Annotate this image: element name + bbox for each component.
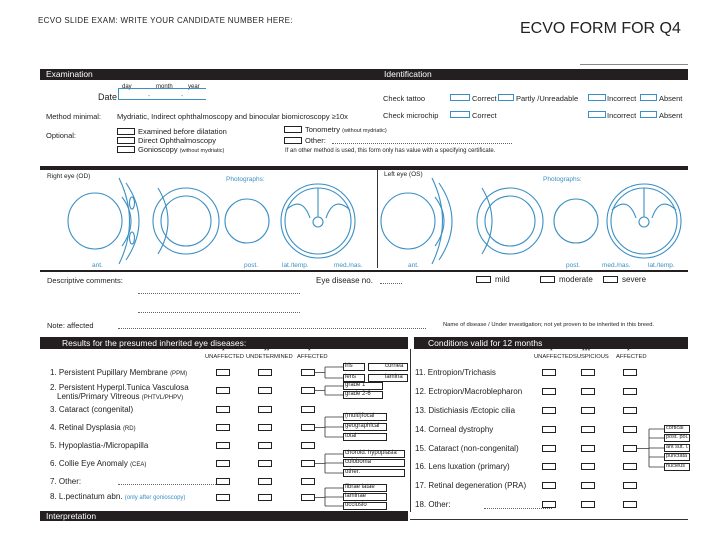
date-separator-2: - <box>181 93 184 100</box>
gonio-checkbox[interactable] <box>117 146 135 153</box>
pra-unaffected[interactable] <box>542 482 556 489</box>
tattoo-incorrect-label: Incorrect <box>607 94 637 103</box>
microchip-incorrect-label: Incorrect <box>607 111 637 120</box>
cataract-nc-suspicious[interactable] <box>581 445 595 452</box>
right-lat-label: lat./temp. <box>282 262 309 269</box>
lp-occlusio-label: occlusio <box>345 502 367 508</box>
conditions-row-14: 14. Corneal dystrophy <box>415 425 494 434</box>
left-eye-label: Left eye (OS) <box>384 171 423 178</box>
luxation-unaffected[interactable] <box>542 463 556 470</box>
left-photographs-label: Photographs: <box>543 176 582 183</box>
inherited-col-undetermined: UNDETERMINED <box>246 354 293 360</box>
conditions-row-11: 11. Entropion/Trichasis <box>415 368 496 377</box>
conditions-star-2: *** <box>582 348 591 355</box>
page-header-left: ECVO SLIDE EXAM: WRITE YOUR CANDIDATE NUMBER HERE: <box>38 16 293 25</box>
cea-coloboma-label: coloboma <box>345 459 372 465</box>
phtvl-unaffected[interactable] <box>216 387 230 394</box>
left-fundus-vessel-1 <box>612 204 636 218</box>
conditions-row-18: 18. Other: <box>415 500 451 509</box>
signature-line <box>580 64 688 65</box>
tattoo-absent-label: Absent <box>659 94 683 103</box>
hypoplastia-undetermined[interactable] <box>258 442 272 449</box>
cataract-antsut-label: ant sut. l. <box>666 444 689 450</box>
cataract-postpol-label: post. pol. <box>666 434 689 440</box>
inherited-row-8: 8. L.pectinatum abn. (only after gonioscopy) <box>50 492 186 501</box>
inherited-star-1: * <box>222 348 225 355</box>
phtvl-grade26-label: grade 2-6 <box>345 391 371 397</box>
tonometry-label: Tonometry (without mydriatic) <box>305 125 387 134</box>
rd-multifocal-label: (multi)focal <box>345 413 375 419</box>
interpretation-bar: Interpretation <box>40 511 408 521</box>
right-eye-post-circle <box>225 199 269 243</box>
right-eye-label: Right eye (OD) <box>47 173 91 180</box>
conditions-star-3: * <box>627 348 630 355</box>
cea-choroid-label: choroid. hypoplasia <box>345 450 397 456</box>
date-month-label: month <box>156 84 173 90</box>
other-affected[interactable] <box>301 478 315 485</box>
lp-affected[interactable] <box>301 494 315 501</box>
ppm-iris-label: iris <box>345 363 353 369</box>
eye-diagrams <box>40 170 688 268</box>
right-ant-label: ant. <box>92 262 103 269</box>
tattoo-absent-box[interactable] <box>640 94 657 101</box>
lp-unaffected[interactable] <box>216 494 230 501</box>
eye-section-bottom-line <box>40 270 688 272</box>
right-eye-lens-curve <box>158 188 168 254</box>
corneal-affected[interactable] <box>623 426 637 433</box>
tattoo-partly-box[interactable] <box>498 94 514 101</box>
comments-line-1[interactable] <box>138 293 300 294</box>
inherited-other-line[interactable] <box>118 484 222 485</box>
inherited-star-3: * <box>308 348 311 355</box>
method-value: Mydriatic, Indirect ophthalmoscopy and binocular biomicroscopy ≥10x <box>117 112 348 121</box>
conditions-star-1: * <box>550 348 553 355</box>
inherited-row-7: 7. Other: <box>50 477 82 486</box>
right-fundus-vessel-2 <box>326 204 350 218</box>
inherited-row-4: 4. Retinal Dysplasia (RD) <box>50 423 136 432</box>
eye-disease-label: Eye disease no. <box>316 276 373 285</box>
conditions-row-16: 16. Lens luxation (primary) <box>415 462 510 471</box>
method-label: Method minimal: <box>46 112 102 121</box>
luxation-suspicious[interactable] <box>581 463 595 470</box>
cataract-connectors <box>637 420 667 475</box>
distichiasis-suspicious[interactable] <box>581 407 595 414</box>
entropion-affected[interactable] <box>623 369 637 376</box>
cataract-nc-affected[interactable] <box>623 445 637 452</box>
corneal-suspicious[interactable] <box>581 426 595 433</box>
other-checkbox[interactable] <box>284 137 302 144</box>
tattoo-correct-box[interactable] <box>450 94 470 101</box>
tattoo-label: Check tattoo <box>383 94 426 103</box>
date-day-label: day <box>122 84 132 90</box>
left-lat-label: lat./temp. <box>648 262 675 269</box>
microchip-correct-label: Correct <box>472 111 497 120</box>
identification-bar-label: Identification <box>384 69 432 79</box>
cataract-punctata-label: punctata <box>666 453 688 459</box>
ectropion-affected[interactable] <box>623 388 637 395</box>
optional-label: Optional: <box>46 131 77 140</box>
entropion-suspicious[interactable] <box>581 369 595 376</box>
examination-bar: Examination Identification <box>40 69 688 80</box>
conditions-row-15: 15. Cataract (non-congenital) <box>415 444 519 453</box>
inherited-row-3: 3. Cataract (congenital) <box>50 405 134 414</box>
cataract-cortical-label: cortical <box>666 425 684 431</box>
right-med-label: med./nas. <box>334 262 363 269</box>
microchip-incorrect-box[interactable] <box>588 111 606 118</box>
right-fundus-vessel-1 <box>286 204 310 218</box>
lp-fibrae-label: fibrae latae <box>345 484 375 490</box>
cond-other-affected[interactable] <box>623 501 637 508</box>
ppm-cornea-label: cornea <box>385 363 404 369</box>
cond-other-suspicious[interactable] <box>581 501 595 508</box>
hypoplastia-affected[interactable] <box>301 442 315 449</box>
ectropion-suspicious[interactable] <box>581 388 595 395</box>
other-unaffected[interactable] <box>216 478 230 485</box>
pra-affected[interactable] <box>623 482 637 489</box>
inherited-col-unaffected: UNAFFECTED <box>205 354 244 360</box>
left-optic-disc <box>639 217 649 227</box>
conditions-bar: Conditions valid for 12 months <box>414 337 688 349</box>
lp-undetermined[interactable] <box>258 494 272 501</box>
ppm-unaffected[interactable] <box>216 369 230 376</box>
left-eye-side-view <box>381 178 452 264</box>
inherited-col-affected: AFFECTED <box>297 354 328 360</box>
ppm-lamina-label: lamina <box>385 374 403 380</box>
distichiasis-affected[interactable] <box>623 407 637 414</box>
phtvl-affected[interactable] <box>301 387 315 394</box>
ppm-undetermined[interactable] <box>258 369 272 376</box>
inherited-row-6: 6. Collie Eye Anomaly (CEA) <box>50 459 147 468</box>
cea-undetermined[interactable] <box>258 460 272 467</box>
date-label: Date <box>98 92 118 102</box>
cond-other-unaffected[interactable] <box>542 501 556 508</box>
ectropion-unaffected[interactable] <box>542 388 556 395</box>
date-separator-1: - <box>148 93 151 100</box>
interpretation-line <box>410 519 688 520</box>
right-post-label: post. <box>244 262 259 269</box>
other-undetermined[interactable] <box>258 478 272 485</box>
page-header-right: ECVO FORM FOR Q4 <box>520 20 681 37</box>
date-field[interactable] <box>118 88 206 100</box>
cataract-undetermined[interactable] <box>258 406 272 413</box>
rd-unaffected[interactable] <box>216 424 230 431</box>
other-line[interactable] <box>332 143 512 144</box>
examined-label: Examined before dilatation <box>138 127 227 136</box>
right-photographs-label: Photographs: <box>226 176 265 183</box>
left-ant-label: ant. <box>408 262 419 269</box>
microchip-label: Check microchip <box>383 111 439 120</box>
cataract-nc-unaffected[interactable] <box>542 445 556 452</box>
conditions-col-unaffected: UNAFFECTED <box>534 354 573 360</box>
tattoo-incorrect-box[interactable] <box>588 94 606 101</box>
right-optic-disc <box>313 217 323 227</box>
other-label: Other: <box>305 136 326 145</box>
rd-affected[interactable] <box>301 424 315 431</box>
conditions-col-affected: AFFECTED <box>616 354 647 360</box>
cea-unaffected[interactable] <box>216 460 230 467</box>
left-post-label: post. <box>566 262 581 269</box>
inherited-row-5: 5. Hypoplastia-/Micropapilla <box>50 441 149 450</box>
note-affected-line[interactable] <box>118 328 426 329</box>
inherited-connectors <box>315 360 345 520</box>
direct-checkbox[interactable] <box>117 137 135 144</box>
tonometry-checkbox[interactable] <box>284 126 302 133</box>
cea-other-label: other: <box>345 469 361 475</box>
corneal-unaffected[interactable] <box>542 426 556 433</box>
cataract-nucleus-label: nucleus <box>666 463 685 469</box>
left-fundus-vessel-2 <box>652 204 676 218</box>
microchip-absent-label: Absent <box>659 111 683 120</box>
direct-label: Direct Ophthalmoscopy <box>138 136 216 145</box>
cea-affected[interactable] <box>301 460 315 467</box>
note-affected-label: Note: affected <box>47 321 94 330</box>
mild-label: mild <box>495 275 510 284</box>
cataract-affected[interactable] <box>301 406 315 413</box>
inherited-star-2: ** <box>264 348 270 355</box>
note-right-text: Name of disease / Under investigation; not yet proven to be inherited in this breed. <box>443 322 655 328</box>
comments-line-2[interactable] <box>138 312 300 313</box>
conditions-row-13: 13. Distichiasis /Ectopic cilia <box>415 406 516 415</box>
ppm-lens-label: lens <box>345 374 357 380</box>
lower-divider <box>410 349 411 512</box>
hypoplastia-unaffected[interactable] <box>216 442 230 449</box>
tattoo-partly-label: Partly /Unreadable <box>516 94 579 103</box>
distichiasis-unaffected[interactable] <box>542 407 556 414</box>
inherited-row-2: 2. Persistent Hyperpl.Tunica Vasculosa Lentis/Primary Vitreous (PHTVL/PHPV) <box>50 383 189 401</box>
right-eye-side-view <box>68 178 139 264</box>
severe-label: severe <box>622 275 647 284</box>
microchip-correct-box[interactable] <box>450 111 470 118</box>
entropion-unaffected[interactable] <box>542 369 556 376</box>
moderate-label: moderate <box>559 275 593 284</box>
moderate-checkbox[interactable] <box>540 276 555 283</box>
conditions-row-12: 12. Ectropion/Macroblepharon <box>415 387 523 396</box>
rd-geographical-label: geographical <box>345 423 380 429</box>
other-note: If an other method is used, this form only has value with a specifying certificate. <box>285 148 496 154</box>
eye-disease-number-line[interactable] <box>380 283 402 284</box>
conditions-other-line[interactable] <box>484 508 552 509</box>
mild-checkbox[interactable] <box>476 276 491 283</box>
conditions-row-17: 17. Retinal degeneration (PRA) <box>415 481 527 490</box>
luxation-affected[interactable] <box>623 463 637 470</box>
rd-undetermined[interactable] <box>258 424 272 431</box>
inherited-row-1: 1. Persistent Pupillary Membrane (PPM) <box>50 368 188 377</box>
ppm-affected[interactable] <box>301 369 315 376</box>
gonio-label: Gonioscopy (without mydriatic) <box>138 145 225 154</box>
left-med-label: med./nas. <box>602 262 631 269</box>
tattoo-correct-label: Correct <box>472 94 497 103</box>
date-year-label: year <box>188 84 200 90</box>
cataract-unaffected[interactable] <box>216 406 230 413</box>
phtvl-grade1-label: grade 1 <box>345 382 366 388</box>
phtvl-undetermined[interactable] <box>258 387 272 394</box>
examined-checkbox[interactable] <box>117 128 135 135</box>
left-eye-post-circle <box>554 199 598 243</box>
pra-suspicious[interactable] <box>581 482 595 489</box>
descriptive-label: Descriptive comments: <box>47 276 123 285</box>
conditions-col-suspicious: SUSPICIOUS <box>573 354 609 360</box>
rd-total-label: total <box>345 433 357 439</box>
left-eye-lens-curve <box>482 188 492 254</box>
severe-checkbox[interactable] <box>603 276 618 283</box>
inherited-bar: Results for the presumed inherited eye diseases: <box>40 337 408 349</box>
microchip-absent-box[interactable] <box>640 111 657 118</box>
lp-laminae-label: laminae <box>345 493 367 499</box>
